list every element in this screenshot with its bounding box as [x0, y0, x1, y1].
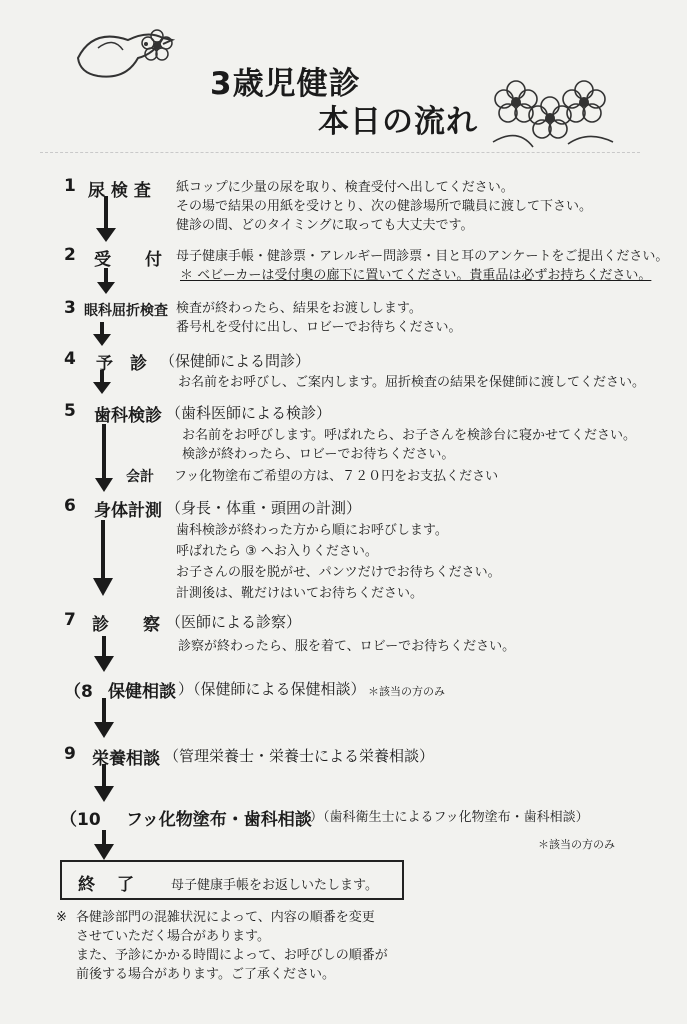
step-7-number: 7 — [64, 610, 76, 630]
step-5-number: 5 — [64, 401, 76, 421]
step-6-sub: （身長・体重・頭囲の計測） — [166, 499, 362, 517]
title-line2: 本日の流れ — [318, 104, 478, 140]
footer-mark: ※ — [56, 910, 67, 925]
step-2-line-1: 母子健康手帳・健診票・アレルギー問診票・目と耳のアンケートをご提出ください。 — [176, 249, 669, 264]
step-8-name: 保健相談 — [108, 682, 176, 702]
step-5-extra-text: フッ化物塗布ご希望の方は、７２０円をお支払ください — [174, 469, 499, 484]
footer-line-1: 各健診部門の混雑状況によって、内容の順番を変更 — [76, 910, 375, 925]
step-3-number: 3 — [64, 298, 76, 318]
step-6-line-4: 計測後は、靴だけはいてお待ちください。 — [176, 586, 424, 601]
step-5-extra-label: 会計 — [126, 469, 154, 485]
step-1-name: 尿 検 査 — [88, 181, 151, 201]
footer-line-2: させていただく場合があります。 — [76, 929, 270, 944]
step-2-number: 2 — [64, 245, 76, 265]
step-9-sub: （管理栄養士・栄養士による栄養相談） — [164, 747, 435, 765]
step-2-name: 受 付 — [94, 250, 162, 270]
step-1-line-2: その場で結果の用紙を受けとり、次の健診場所で職員に渡して下さい。 — [176, 199, 593, 214]
step-2-line-2: ＊ ベビーカーは受付奥の廊下に置いてください。貴重品は必ずお持ちください。 — [180, 268, 652, 283]
step-9-number: 9 — [64, 744, 76, 764]
step-3-line-1: 検査が終わったら、結果をお渡しします。 — [176, 301, 422, 316]
title-line1: 3歳児健診 — [210, 66, 361, 102]
step-6-line-3: お子さんの服を脱がせ、パンツだけでお待ちください。 — [176, 565, 501, 580]
step-10-note: ＊該当の方のみ — [538, 838, 615, 851]
step-7-line-1: 診察が終わったら、服を着て、ロビーでお待ちください。 — [178, 639, 516, 654]
step-10-sub: ）（歯科衛生士によるフッ化物塗布・歯科相談） — [310, 810, 589, 825]
end-text: 母子健康手帳をお返しいたします。 — [171, 878, 378, 893]
footer-line-4: 前後する場合があります。ご了承ください。 — [76, 967, 335, 982]
step-8-note: ＊該当の方のみ — [368, 685, 445, 698]
step-6-name: 身体計測 — [94, 501, 162, 521]
step-5-line-1: お名前をお呼びします。呼ばれたら、お子さんを検診台に寝かせてください。 — [182, 428, 636, 443]
step-1-line-1: 紙コップに少量の尿を取り、検査受付へ出してください。 — [176, 180, 514, 195]
step-8-sub: ）（保健師による保健相談） — [178, 680, 366, 698]
step-6-number: 6 — [64, 496, 76, 516]
step-8-number: （8 — [64, 682, 93, 702]
step-5-sub: （歯科医師による検診） — [166, 404, 332, 422]
step-4-name: 予 診 — [96, 354, 147, 374]
step-10-name: フッ化物塗布・歯科相談 — [126, 810, 312, 830]
step-4-line-1: お名前をお呼びし、ご案内します。屈折検査の結果を保健師に渡してください。 — [178, 375, 645, 390]
step-5-line-2: 検診が終わったら、ロビーでお待ちください。 — [182, 447, 455, 462]
step-7-sub: （医師による診察） — [166, 613, 302, 631]
step-3-line-2: 番号札を受付に出し、ロビーでお待ちください。 — [176, 320, 462, 335]
step-4-sub: （保健師による問診） — [160, 352, 311, 370]
step-4-number: 4 — [64, 349, 76, 369]
step-7-name: 診 察 — [92, 615, 160, 635]
step-5-name: 歯科検診 — [94, 406, 162, 426]
step-6-line-2: 呼ばれたら ③ へお入りください。 — [176, 544, 378, 559]
step-9-name: 栄養相談 — [92, 749, 160, 769]
step-6-line-1: 歯科検診が終わった方から順にお呼びします。 — [176, 523, 448, 538]
step-3-name: 眼科屈折検査 — [84, 303, 168, 319]
footer-line-3: また、予診にかかる時間によって、お呼びしの順番が — [76, 948, 388, 963]
step-1-number: 1 — [64, 176, 76, 196]
end-label: 終了 — [78, 875, 156, 895]
step-1-line-3: 健診の間、どのタイミングに取っても大丈夫です。 — [176, 218, 474, 233]
step-10-number: （10 — [60, 810, 101, 830]
